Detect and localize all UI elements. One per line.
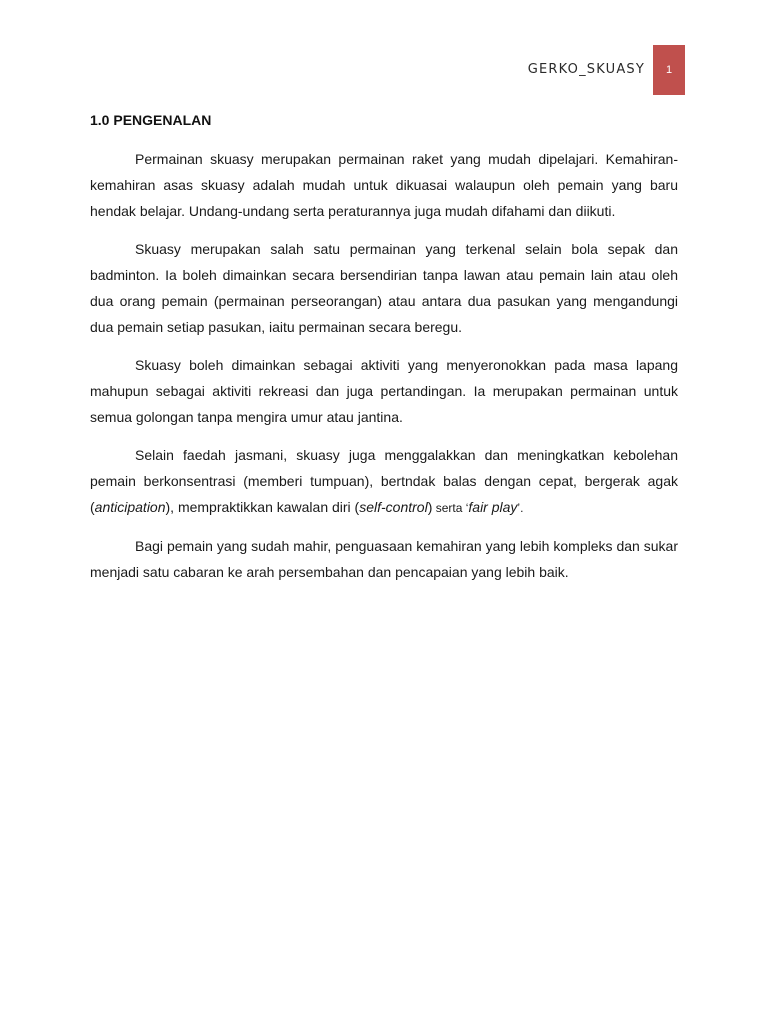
term-self-control: self-control: [359, 499, 428, 515]
paragraph-3: Skuasy boleh dimainkan sebagai aktiviti yang menyeronokkan pada masa lapang mahupun sebagai aktiviti rekreasi dan juga pertandingan. Ia merupakan permainan untuk semua golongan tanpa mengira umur atau jantina.: [90, 357, 678, 425]
page-number-badge: 1: [653, 45, 685, 95]
paragraph-5: Bagi pemain yang sudah mahir, penguasaan kemahiran yang lebih kompleks dan sukar menjadi satu cabaran ke arah persembahan dan pencapaian yang lebih baik.: [90, 538, 678, 580]
document-body: [90, 146, 678, 597]
paragraph-4-text-1: Selain faedah jasmani, skuasy juga menggalakkan dan meningkatkan kebolehan pemain berkonsentrasi (memberi tumpuan), bertndak balas dengan cepat, bergerak agak (: [90, 447, 678, 515]
term-anticipation: anticipation: [94, 499, 166, 515]
paragraph-2: Skuasy merupakan salah satu permainan yang terkenal selain bola sepak dan badminton. Ia boleh dimainkan secara bersendirian tanpa lawan atau pemain lain atau oleh dua orang pemain (permainan perseorangan) atau antara dua pasukan yang mengandungi dua pemain setiap pasukan, iaitu permainan secara beregu.: [90, 241, 678, 335]
paragraph-4-text-2: ), mempraktikkan kawalan diri (: [165, 499, 360, 515]
section-heading: 1.0 PENGENALAN: [90, 112, 212, 128]
paragraph-4-text-3: ): [427, 499, 433, 515]
header-title: GERKO_SKUASY: [527, 62, 645, 77]
paragraph-4-text-5: ’.: [517, 501, 524, 515]
paragraph-4: [90, 442, 678, 521]
term-fair-play: fair play: [468, 499, 518, 515]
paragraph-4-text-4: serta ‘: [432, 501, 469, 515]
paragraph-1: Permainan skuasy merupakan permainan raket yang mudah dipelajari. Kemahiran-kemahiran asas skuasy adalah mudah untuk dikuasai walaupun oleh pemain yang baru hendak belajar. Undang-undang serta peraturannya juga mudah difahami dan diikuti.: [90, 151, 678, 219]
